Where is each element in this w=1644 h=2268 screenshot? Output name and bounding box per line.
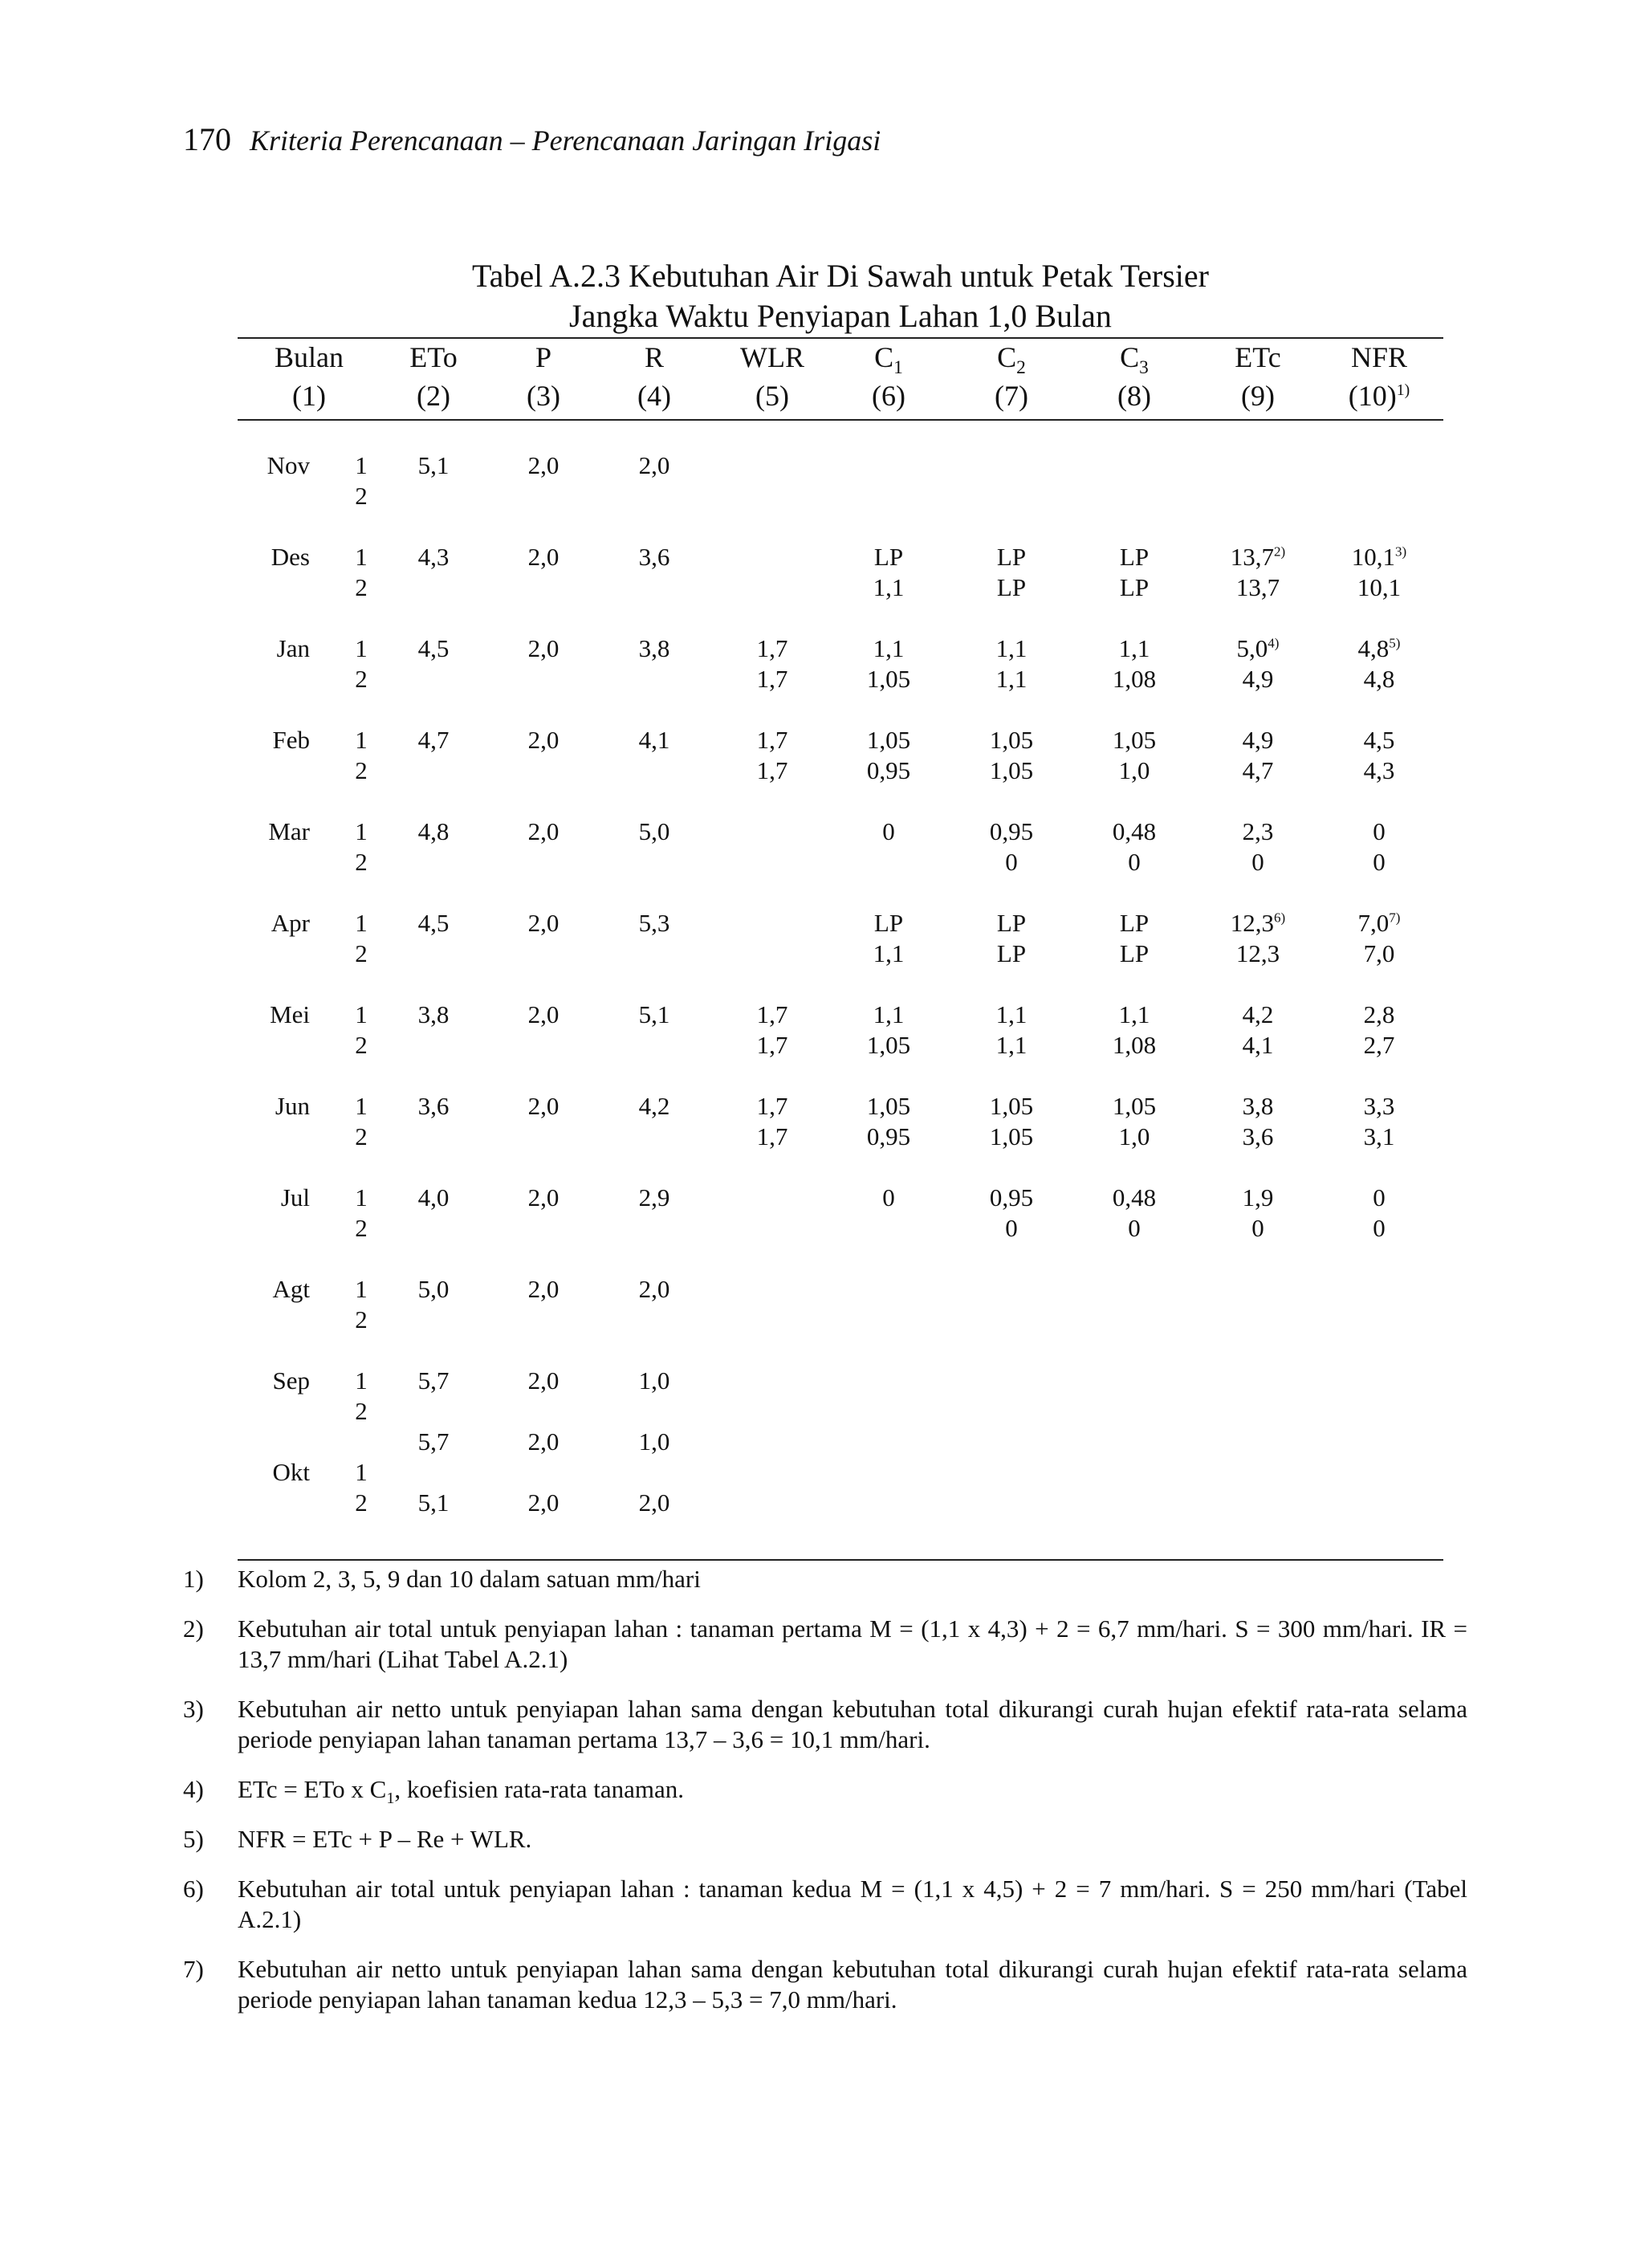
cell-r: 2,0	[638, 1488, 670, 1517]
cell-eto: 5,0	[417, 1275, 450, 1303]
cell-etc: 3,8	[1242, 1092, 1274, 1120]
cell-p: 2,0	[527, 543, 560, 571]
cell-c2: 1,05	[989, 1092, 1034, 1120]
cell-c2: LP	[996, 939, 1027, 967]
cell-c2: 1,1	[995, 634, 1028, 662]
header-colnum-6: (6)	[872, 380, 905, 412]
cell-r: 2,0	[638, 1275, 670, 1303]
cell-c1: LP	[873, 543, 904, 571]
period-number: 1	[355, 451, 368, 479]
month-label: Okt	[272, 1458, 310, 1486]
cell-c3: 1,08	[1112, 665, 1157, 693]
cell-nfr: 0	[1373, 848, 1386, 876]
cell-c1: 0,95	[866, 1122, 911, 1150]
cell-c1: 1,1	[873, 634, 905, 662]
cell-etc: 13,7$^{2)}$	[1230, 543, 1286, 571]
cell-c3: LP	[1119, 909, 1150, 937]
header-colnum-8: (8)	[1117, 380, 1151, 412]
footnote-number: 3)	[183, 1695, 204, 1723]
cell-eto: 5,7	[417, 1366, 450, 1395]
cell-r: 1,0	[638, 1366, 670, 1395]
period-number: 2	[355, 1214, 368, 1242]
cell-nfr: 0	[1373, 817, 1386, 845]
header-cell-1: Bulan	[275, 341, 344, 373]
month-label: Jun	[275, 1092, 310, 1120]
cell-nfr: 10,1$^{3)}$	[1351, 543, 1407, 571]
cell-etc: 2,3	[1242, 817, 1274, 845]
cell-c3: 0,48	[1112, 1183, 1157, 1211]
period-number: 2	[355, 1305, 368, 1334]
cell-nfr: 4,8	[1363, 665, 1395, 693]
cell-c2: 1,05	[989, 726, 1034, 754]
period-number: 2	[355, 1122, 368, 1150]
cell-c3: 1,05	[1112, 726, 1157, 754]
cell-nfr: 3,1	[1363, 1122, 1395, 1150]
cell-r: 5,1	[638, 1000, 670, 1028]
table-bottom-rule	[238, 1559, 1443, 1561]
period-number: 1	[355, 543, 368, 571]
footnote	[183, 1614, 1467, 1675]
cell-c1: 1,05	[866, 665, 911, 693]
cell-eto: 4,8	[417, 817, 450, 845]
footnote-number: 5)	[183, 1825, 204, 1853]
cell-nfr: 2,8	[1363, 1000, 1395, 1028]
cell-eto: 4,3	[417, 543, 450, 571]
month-label: Jan	[276, 634, 310, 662]
cell-eto: 3,6	[417, 1092, 450, 1120]
cell-c3: LP	[1119, 543, 1150, 571]
cell-r: 3,8	[638, 634, 670, 662]
cell-c2: 0,95	[989, 817, 1034, 845]
cell-p: 2,0	[527, 451, 560, 479]
period-number: 1	[355, 1092, 368, 1120]
footnote-number: 6)	[183, 1875, 204, 1903]
cell-c2: 1,1	[995, 1031, 1028, 1059]
cell-p: 2,0	[527, 817, 560, 845]
header-colnum-3: (3)	[527, 380, 560, 412]
cell-etc: 12,3$^{6)}$	[1230, 909, 1286, 937]
month-label: Mar	[268, 817, 310, 845]
header-colnum-1: (1)	[292, 380, 326, 412]
period-number: 1	[355, 726, 368, 754]
cell-etc: 1,9	[1242, 1183, 1274, 1211]
header-cell-6: $C_1$	[874, 341, 903, 379]
cell-r: 2,9	[638, 1183, 670, 1211]
cell-wlr: 1,7	[756, 634, 788, 662]
cell-nfr: 4,5	[1363, 726, 1395, 754]
footnote	[183, 1564, 1467, 1594]
period-number: 1	[355, 909, 368, 937]
cell-c3: LP	[1119, 573, 1150, 601]
footnote-text: Kebutuhan air netto untuk penyiapan lahan sama dengan kebutuhan total dikurangi curah hujan efektif rata-rata selama periode penyiapan lahan tanaman pertama 13,7 – 3,6 = 10,1 mm/hari.	[238, 1695, 1467, 1753]
period-number: 1	[355, 634, 368, 662]
header-cell-4: R	[644, 341, 665, 373]
cell-etc: 3,6	[1242, 1122, 1274, 1150]
cell-p: 2,0	[527, 1366, 560, 1395]
page-number: 170	[183, 121, 231, 157]
footnote-text: Kebutuhan air total untuk penyiapan lahan : tanaman pertama M = (1,1 x 4,3) + 2 = 6,7 mm/hari. S = 300 mm/hari. IR = 13,7 mm/hari (Lihat Tabel A.2.1)	[238, 1614, 1467, 1673]
month-label: Jul	[280, 1183, 310, 1211]
cell-c2: 1,05	[989, 756, 1034, 784]
period-number: 2	[355, 939, 368, 967]
cell-wlr: 1,7	[756, 1031, 788, 1059]
cell-eto: 4,7	[417, 726, 450, 754]
table-caption-line2: Jangka Waktu Penyiapan Lahan 1,0 Bulan	[569, 298, 1112, 334]
footnote	[183, 1774, 1467, 1808]
month-label: Apr	[271, 909, 310, 937]
period-number: 2	[355, 848, 368, 876]
header-colnum-4: (4)	[637, 380, 671, 412]
cell-c3: 1,1	[1118, 634, 1150, 662]
header-cell-9: ETc	[1235, 341, 1281, 373]
cell-etc: 4,1	[1242, 1031, 1274, 1059]
cell-p: 2,0	[527, 1183, 560, 1211]
cell-r: 1,0	[638, 1427, 670, 1456]
cell-c2: 0,95	[989, 1183, 1034, 1211]
period-number: 1	[355, 1183, 368, 1211]
cell-r: 4,1	[638, 726, 670, 754]
cell-eto: 4,5	[417, 909, 450, 937]
period-number: 1	[355, 1000, 368, 1028]
cell-eto: 5,1	[417, 1488, 450, 1517]
month-label: Nov	[267, 451, 310, 479]
header-cell-7: $C_2$	[997, 341, 1026, 379]
cell-nfr: 10,1	[1357, 573, 1402, 601]
period-number: 2	[355, 665, 368, 693]
cell-p: 2,0	[527, 1488, 560, 1517]
footnote-text: Kebutuhan air total untuk penyiapan lahan : tanaman kedua M = (1,1 x 4,5) + 2 = 7 mm/hari. S = 250 mm/hari (Tabel A.2.1)	[238, 1875, 1467, 1933]
header-cell-10: NFR	[1350, 341, 1408, 373]
footnote	[183, 1694, 1467, 1755]
footnote-text: Kebutuhan air netto untuk penyiapan lahan sama dengan kebutuhan total dikurangi curah hujan efektif rata-rata selama periode penyiapan lahan tanaman kedua 12,3 – 5,3 = 7,0 mm/hari.	[238, 1955, 1467, 2014]
cell-c1: 0	[882, 1183, 895, 1211]
cell-etc: 13,7	[1235, 573, 1280, 601]
cell-p: 2,0	[527, 1275, 560, 1303]
footnote	[183, 1824, 1467, 1855]
cell-c3: 0	[1128, 848, 1141, 876]
cell-wlr: 1,7	[756, 1000, 788, 1028]
footnote-text-pre: ETc = ETo x C	[238, 1775, 387, 1803]
cell-wlr: 1,7	[756, 1122, 788, 1150]
cell-c2: 0	[1005, 1214, 1018, 1242]
cell-c2: 1,05	[989, 1122, 1034, 1150]
cell-wlr: 1,7	[756, 1092, 788, 1120]
cell-nfr: 4,3	[1363, 756, 1395, 784]
cell-c1: 1,05	[866, 1092, 911, 1120]
header-colnum-5: (5)	[755, 380, 789, 412]
period-number: 2	[355, 1488, 368, 1517]
month-label: Feb	[272, 726, 310, 754]
cell-nfr: 0	[1373, 1214, 1386, 1242]
cell-c2: 1,1	[995, 665, 1028, 693]
cell-etc: 4,2	[1242, 1000, 1274, 1028]
month-label: Des	[271, 543, 310, 571]
period-number: 2	[355, 1031, 368, 1059]
cell-p: 2,0	[527, 1427, 560, 1456]
cell-c3: 1,0	[1118, 1122, 1150, 1150]
cell-nfr: 3,3	[1363, 1092, 1395, 1120]
footnote-text	[238, 1774, 1467, 1808]
header-cell-2: ETo	[409, 341, 458, 373]
header-cell-5: WLR	[740, 341, 804, 373]
cell-c1: 0,95	[866, 756, 911, 784]
cell-nfr: 4,8$^{5)}$	[1357, 634, 1401, 662]
cell-eto: 3,8	[417, 1000, 450, 1028]
cell-c3: 0,48	[1112, 817, 1157, 845]
cell-c2: LP	[996, 573, 1027, 601]
cell-eto: 4,0	[417, 1183, 450, 1211]
footnote-number: 1)	[183, 1565, 204, 1593]
cell-nfr: 0	[1373, 1183, 1386, 1211]
header-cell-3: P	[535, 341, 552, 373]
period-number: 2	[355, 756, 368, 784]
cell-wlr: 1,7	[756, 726, 788, 754]
cell-c1: 1,1	[873, 573, 905, 601]
period-number: 1	[355, 817, 368, 845]
cell-eto: 5,1	[417, 451, 450, 479]
cell-etc: 4,7	[1242, 756, 1274, 784]
cell-nfr: 2,7	[1363, 1031, 1395, 1059]
cell-p: 2,0	[527, 1092, 560, 1120]
cell-c2: LP	[996, 909, 1027, 937]
header-cell-8: $C_3$	[1120, 341, 1149, 379]
cell-c3: 1,08	[1112, 1031, 1157, 1059]
cell-c2: 0	[1005, 848, 1018, 876]
footnote-number: 7)	[183, 1955, 204, 1983]
footnote-text: NFR = ETc + P – Re + WLR.	[238, 1825, 532, 1853]
period-number: 2	[355, 482, 368, 510]
cell-etc: 4,9	[1242, 665, 1274, 693]
cell-c3: 1,1	[1118, 1000, 1150, 1028]
cell-nfr: 7,0$^{7)}$	[1357, 909, 1401, 937]
cell-etc: 12,3	[1235, 939, 1280, 967]
footnote	[183, 1874, 1467, 1935]
cell-c3: 1,0	[1118, 756, 1150, 784]
cell-r: 2,0	[638, 451, 670, 479]
footnote-text-post: , koefisien rata-rata tanaman.	[394, 1775, 685, 1803]
footnote-number: 4)	[183, 1775, 204, 1803]
cell-r: 4,2	[638, 1092, 670, 1120]
period-number: 1	[355, 1366, 368, 1395]
cell-wlr: 1,7	[756, 665, 788, 693]
cell-r: 5,0	[638, 817, 670, 845]
cell-p: 2,0	[527, 909, 560, 937]
footnote	[183, 1954, 1467, 2015]
period-number: 1	[355, 1275, 368, 1303]
header-colnum-2: (2)	[417, 380, 450, 412]
running-head	[183, 120, 881, 158]
cell-c2: 1,1	[995, 1000, 1028, 1028]
cell-eto: 5,7	[417, 1427, 450, 1456]
cell-p: 2,0	[527, 1000, 560, 1028]
cell-etc: 5,0$^{4)}$	[1236, 634, 1280, 662]
cell-etc: 0	[1251, 1214, 1264, 1242]
footnote-number: 2)	[183, 1614, 204, 1643]
cell-p: 2,0	[527, 634, 560, 662]
cell-c1: 0	[882, 817, 895, 845]
cell-wlr: 1,7	[756, 756, 788, 784]
cell-c1: 1,1	[873, 939, 905, 967]
cell-c1: 1,05	[866, 1031, 911, 1059]
cell-c1: 1,05	[866, 726, 911, 754]
footnote-text-sub: 1	[386, 1790, 395, 1808]
cell-c3: LP	[1119, 939, 1150, 967]
cell-eto: 4,5	[417, 634, 450, 662]
cell-p: 2,0	[527, 726, 560, 754]
table-caption-line1: Tabel A.2.3 Kebutuhan Air Di Sawah untuk Petak Tersier	[472, 258, 1209, 294]
period-number: 2	[355, 573, 368, 601]
cell-nfr: 7,0	[1363, 939, 1395, 967]
header-colnum-7: (7)	[995, 380, 1028, 412]
header-colnum-9: (9)	[1241, 380, 1275, 412]
cell-etc: 0	[1251, 848, 1264, 876]
period-number: 2	[355, 1397, 368, 1425]
footnote-text: Kolom 2, 3, 5, 9 dan 10 dalam satuan mm/hari	[238, 1565, 701, 1593]
cell-c2: LP	[996, 543, 1027, 571]
cell-c1: LP	[873, 909, 904, 937]
table-header-rule	[238, 419, 1443, 421]
month-label: Mei	[270, 1000, 310, 1028]
running-title: Kriteria Perencanaan – Perencanaan Jaringan Irigasi	[250, 124, 881, 157]
period-number: 1	[355, 1458, 368, 1486]
month-label: Agt	[272, 1275, 310, 1303]
header-colnum-10: $(10)^{1)}$	[1348, 380, 1410, 412]
table-top-rule	[238, 337, 1443, 339]
cell-c1: 1,1	[873, 1000, 905, 1028]
month-label: Sep	[272, 1366, 310, 1395]
cell-etc: 4,9	[1242, 726, 1274, 754]
cell-r: 5,3	[638, 909, 670, 937]
cell-c3: 1,05	[1112, 1092, 1157, 1120]
cell-r: 3,6	[638, 543, 670, 571]
footnotes	[183, 1564, 1467, 2034]
cell-c3: 0	[1128, 1214, 1141, 1242]
